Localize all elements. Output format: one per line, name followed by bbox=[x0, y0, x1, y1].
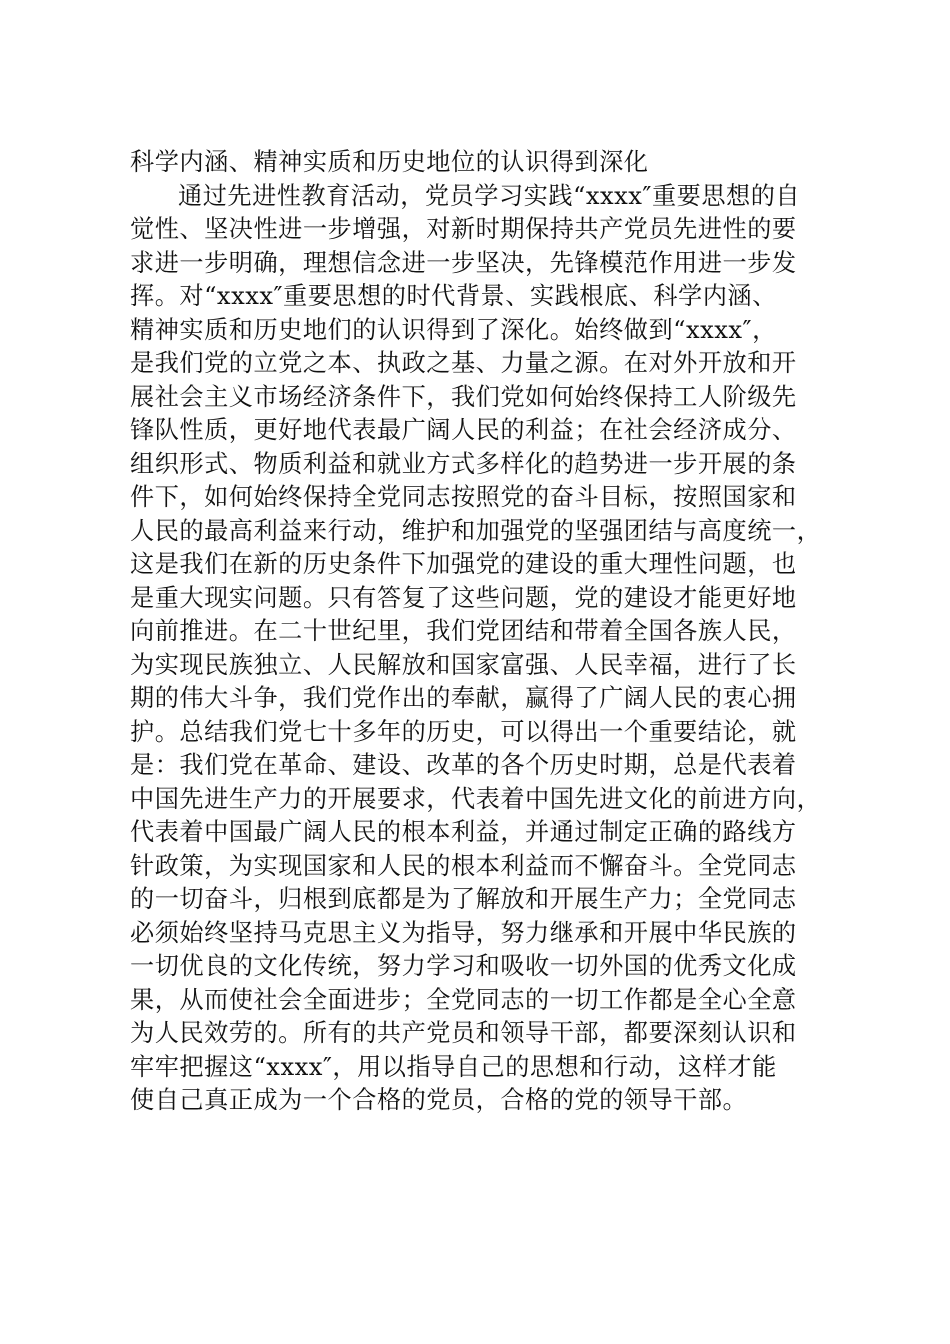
text-line: 件下，如何始终保持全党同志按照党的奋斗目标，按照国家和 bbox=[130, 483, 797, 511]
text-line: 是我们党的立党之本、执政之基、力量之源。在对外开放和开 bbox=[130, 349, 797, 377]
text-line: 觉性、坚决性进一步增强，对新时期保持共产党员先进性的要 bbox=[130, 215, 797, 243]
text-line: 使自己真正成为一个合格的党员，合格的党的领导干部。 bbox=[130, 1086, 748, 1114]
text-line: 果，从而使社会全面进步；全党同志的一切工作都是全心全意 bbox=[130, 985, 797, 1014]
text-line: 向前推进。在二十世纪里，我们党团结和带着全国各族人民， bbox=[130, 617, 797, 645]
text-line: 牢牢把握这“xxxx″，用以指导自己的思想和行动，这样才能 bbox=[130, 1052, 777, 1081]
text-line: 为实现民族独立、人民解放和国家富强、人民幸福，进行了长 bbox=[130, 650, 797, 679]
text-line: 为人民效劳的。所有的共产党员和领导干部，都要深刻认识和 bbox=[130, 1019, 797, 1047]
text-line: 的一切奋斗，归根到底都是为了解放和开展生产力；全党同志 bbox=[130, 885, 797, 913]
text-line: 一切优良的文化传统，努力学习和吸收一切外国的优秀文化成 bbox=[130, 952, 797, 980]
text-line: 期的伟大斗争，我们党作出的奉献，赢得了广阔人民的衷心拥 bbox=[130, 684, 797, 712]
text-line: 中国先进生产力的开展要求，代表着中国先进文化的前进方向， bbox=[130, 784, 822, 813]
text-line: 护。总结我们党七十多年的历史，可以得出一个重要结论，就 bbox=[130, 717, 797, 746]
paragraph-first-line: 通过先进性教育活动，党员学习实践“xxxx″重要思想的自 bbox=[178, 181, 801, 210]
text-line: 锋队性质，更好地代表最广阔人民的利益；在社会经济成分、 bbox=[130, 416, 797, 444]
text-line: 组织形式、物质利益和就业方式多样化的趋势进一步开展的条 bbox=[130, 449, 797, 478]
text-line: 必须始终坚持马克思主义为指导，努力继承和开展中华民族的 bbox=[130, 918, 797, 947]
text-line: 展社会主义市场经济条件下，我们党如何始终保持工人阶级先 bbox=[130, 382, 797, 411]
text-line: 挥。对“xxxx″重要思想的时代背景、实践根底、科学内涵、 bbox=[130, 282, 777, 310]
text-line: 这是我们在新的历史条件下加强党的建设的重大理性问题，也 bbox=[130, 550, 797, 578]
text-line: 科学内涵、精神实质和历史地位的认识得到深化 bbox=[130, 148, 649, 176]
text-line: 针政策，为实现国家和人民的根本利益而不懈奋斗。全党同志 bbox=[130, 851, 797, 880]
text-line: 代表着中国最广阔人民的根本利益，并通过制定正确的路线方 bbox=[130, 818, 797, 846]
text-line: 是：我们党在革命、建设、改革的各个历史时期，总是代表着 bbox=[130, 751, 797, 779]
text-line: 精神实质和历史地们的认识得到了深化。始终做到“xxxx″， bbox=[130, 315, 777, 344]
text-line: 人民的最高利益来行动，维护和加强党的坚强团结与高度统一， bbox=[130, 516, 822, 545]
text-line: 是重大现实问题。只有答复了这些问题，党的建设才能更好地 bbox=[130, 583, 797, 612]
text-line: 求进一步明确，理想信念进一步坚决，先锋模范作用进一步发 bbox=[130, 248, 797, 277]
body-text bbox=[130, 146, 830, 1118]
